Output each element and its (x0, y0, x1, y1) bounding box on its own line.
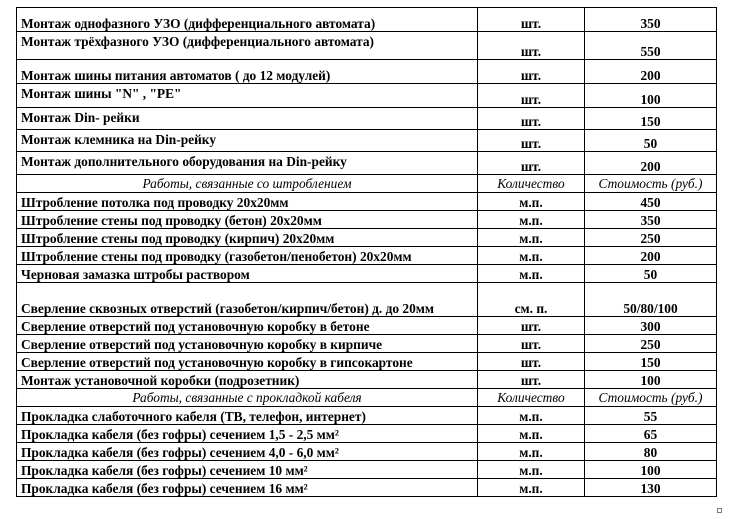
service-name: Монтаж Din- рейки (17, 108, 478, 130)
table-row (17, 425, 717, 443)
table-row (17, 265, 717, 283)
service-price: 150 (585, 353, 717, 371)
service-unit: шт. (478, 84, 585, 108)
service-unit: шт. (478, 60, 585, 84)
service-unit: м.п. (478, 407, 585, 425)
service-price: 100 (585, 371, 717, 389)
table-row (17, 247, 717, 265)
service-unit: м.п. (478, 265, 585, 283)
table-row (17, 407, 717, 425)
service-unit: м.п. (478, 247, 585, 265)
service-name: Сверление сквозных отверстий (газобетон/кирпич/бетон) д. до 20мм (17, 283, 478, 317)
service-name: Сверление отверстий под установочную коробку в кирпиче (17, 335, 478, 353)
service-unit: м.п. (478, 479, 585, 497)
service-price: 350 (585, 8, 717, 32)
price-header: Стоимость (руб.) (585, 175, 717, 193)
table-row (17, 84, 717, 108)
table-row (17, 8, 717, 32)
table-row (17, 371, 717, 389)
service-price: 55 (585, 407, 717, 425)
service-name: Прокладка кабеля (без гофры) сечением 4,0 - 6,0 мм² (17, 443, 478, 461)
service-unit: шт. (478, 108, 585, 130)
section-title: Работы, связанные с прокладкой кабеля (17, 389, 478, 407)
table-row (17, 353, 717, 371)
table-row (17, 335, 717, 353)
service-unit: см. п. (478, 283, 585, 317)
table-row (17, 443, 717, 461)
section-title-text: Работы, связанные со штроблением (142, 176, 352, 191)
service-price: 80 (585, 443, 717, 461)
service-unit: шт. (478, 32, 585, 60)
service-unit: шт. (478, 353, 585, 371)
service-price: 100 (585, 84, 717, 108)
service-price: 150 (585, 108, 717, 130)
price-header: Стоимость (руб.) (585, 389, 717, 407)
service-name: Прокладка кабеля (без гофры) сечением 10 мм² (17, 461, 478, 479)
section-header-row (17, 175, 717, 193)
service-unit: шт. (478, 152, 585, 175)
end-of-table-marker (717, 508, 722, 513)
table-row (17, 479, 717, 497)
table-row (17, 317, 717, 335)
qty-header: Количество (478, 389, 585, 407)
service-price: 130 (585, 479, 717, 497)
table-row (17, 130, 717, 152)
service-name: Черновая замазка штробы раствором (17, 265, 478, 283)
service-price: 250 (585, 229, 717, 247)
service-price: 65 (585, 425, 717, 443)
table-row (17, 152, 717, 175)
service-price: 200 (585, 247, 717, 265)
service-price: 250 (585, 335, 717, 353)
service-name: Прокладка кабеля (без гофры) сечением 16 мм² (17, 479, 478, 497)
service-unit: шт. (478, 371, 585, 389)
service-name: Прокладка слаботочного кабеля (ТВ, телефон, интернет) (17, 407, 478, 425)
service-price: 200 (585, 60, 717, 84)
service-unit: м.п. (478, 461, 585, 479)
service-unit: м.п. (478, 229, 585, 247)
service-name: Монтаж шины "N" , "PE" (17, 84, 478, 108)
qty-header: Количество (478, 175, 585, 193)
service-name: Монтаж однофазного УЗО (дифференциального автомата) (17, 8, 478, 32)
section-title (17, 175, 478, 193)
service-unit: шт. (478, 317, 585, 335)
service-price: 100 (585, 461, 717, 479)
table-row (17, 211, 717, 229)
service-name: Монтаж клемника на Din-рейку (17, 130, 478, 152)
service-name: Монтаж трёхфазного УЗО (дифференциального автомата) (17, 32, 478, 60)
table-row (17, 60, 717, 84)
table-row (17, 283, 717, 317)
service-price: 450 (585, 193, 717, 211)
service-name: Штробление стены под проводку (кирпич) 20х20мм (17, 229, 478, 247)
service-name: Прокладка кабеля (без гофры) сечением 1,5 - 2,5 мм² (17, 425, 478, 443)
table-row (17, 32, 717, 60)
service-name: Сверление отверстий под установочную коробку в бетоне (17, 317, 478, 335)
service-unit: м.п. (478, 425, 585, 443)
table-row (17, 108, 717, 130)
service-unit: шт. (478, 335, 585, 353)
service-name: Монтаж установочной коробки (подрозетник) (17, 371, 478, 389)
service-price: 300 (585, 317, 717, 335)
table-row (17, 461, 717, 479)
table-row (17, 193, 717, 211)
service-name (17, 60, 478, 84)
service-price: 350 (585, 211, 717, 229)
service-unit: шт. (478, 8, 585, 32)
service-unit: шт. (478, 130, 585, 152)
service-unit: м.п. (478, 193, 585, 211)
service-name: Штробление потолка под проводку 20х20мм (17, 193, 478, 211)
service-name: Штробление стены под проводку (бетон) 20х20мм (17, 211, 478, 229)
price-table (16, 7, 717, 497)
service-price: 50 (585, 265, 717, 283)
service-price: 200 (585, 152, 717, 175)
service-name: Штробление стены под проводку (газобетон/пенобетон) 20х20мм (17, 247, 478, 265)
service-unit: м.п. (478, 211, 585, 229)
table-row (17, 229, 717, 247)
service-name-part: Монтаж шины питания автоматов ( до 12 модулей) (21, 68, 331, 83)
service-unit: м.п. (478, 443, 585, 461)
service-price: 550 (585, 32, 717, 60)
service-name: Монтаж дополнительного оборудования на Din-рейку (17, 152, 478, 175)
service-name: Сверление отверстий под установочную коробку в гипсокартоне (17, 353, 478, 371)
section-header-row (17, 389, 717, 407)
service-price: 50/80/100 (585, 283, 717, 317)
service-price: 50 (585, 130, 717, 152)
